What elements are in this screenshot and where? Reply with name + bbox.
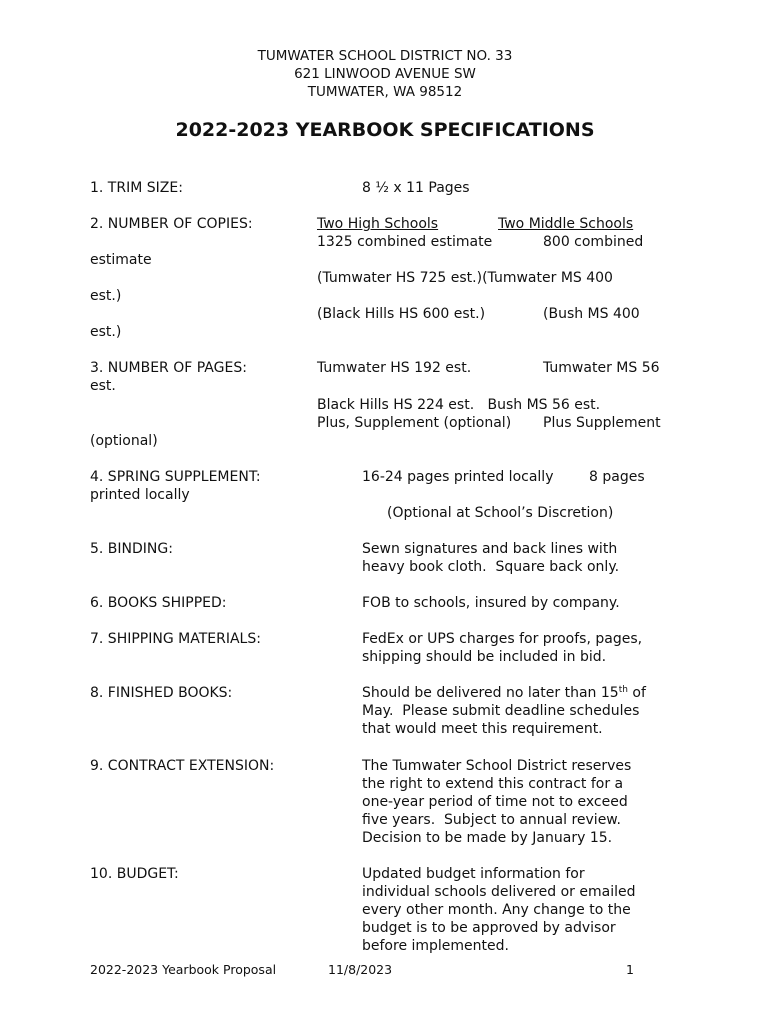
finished-books-line-1-text: Should be delivered no later than 15 bbox=[362, 685, 619, 701]
contract-extension-label: 9. CONTRACT EXTENSION: bbox=[90, 758, 275, 774]
footer-page-number: 1 bbox=[626, 962, 634, 977]
budget-line-3: every other month. Any change to the bbox=[362, 902, 631, 918]
supplement-wrap: printed locally bbox=[90, 487, 190, 503]
copies-bush: (Bush MS 400 bbox=[543, 306, 640, 322]
trim-size-value: 8 ½ x 11 Pages bbox=[362, 180, 470, 196]
shipped-label: 6. BOOKS SHIPPED: bbox=[90, 595, 227, 611]
supplement-note: (Optional at School’s Discretion) bbox=[387, 505, 614, 521]
budget-line-4: budget is to be approved by advisor bbox=[362, 920, 616, 936]
copies-wrap-2: est.) bbox=[90, 288, 122, 304]
budget-label: 10. BUDGET: bbox=[90, 866, 179, 882]
binding-line-2: heavy book cloth. Square back only. bbox=[362, 559, 620, 575]
finished-books-label: 8. FINISHED BOOKS: bbox=[90, 685, 233, 701]
copies-wrap-1: estimate bbox=[90, 252, 152, 268]
supplement-high: 16-24 pages printed locally bbox=[362, 469, 554, 485]
shipping-materials-label: 7. SHIPPING MATERIALS: bbox=[90, 631, 261, 647]
pages-supplement-high: Plus, Supplement (optional) bbox=[317, 415, 512, 431]
footer-date: 11/8/2023 bbox=[328, 962, 393, 977]
pages-label: 3. NUMBER OF PAGES: bbox=[90, 360, 247, 376]
finished-books-line-2: May. Please submit deadline schedules bbox=[362, 703, 640, 719]
contract-line-1: The Tumwater School District reserves bbox=[362, 758, 632, 774]
pages-tumwater-hs: Tumwater HS 192 est. bbox=[317, 360, 472, 376]
district-address: 621 LINWOOD AVENUE SW bbox=[294, 66, 476, 82]
shipping-materials-line-2: shipping should be included in bid. bbox=[362, 649, 607, 665]
district-city: TUMWATER, WA 98512 bbox=[307, 84, 463, 100]
pages-wrap-3: (optional) bbox=[90, 433, 158, 449]
middle-schools-heading: Two Middle Schools bbox=[498, 216, 634, 232]
pages-black-hills-bush: Black Hills HS 224 est. Bush MS 56 est. bbox=[317, 397, 601, 413]
high-schools-heading: Two High Schools bbox=[317, 216, 439, 232]
supplement-middle: 8 pages bbox=[589, 469, 645, 485]
copies-label: 2. NUMBER OF COPIES: bbox=[90, 216, 253, 232]
district-name: TUMWATER SCHOOL DISTRICT NO. 33 bbox=[257, 48, 513, 64]
finished-books-line-3: that would meet this requirement. bbox=[362, 721, 603, 737]
binding-label: 5. BINDING: bbox=[90, 541, 173, 557]
contract-line-4: five years. Subject to annual review. bbox=[362, 812, 621, 828]
contract-line-2: the right to extend this contract for a bbox=[362, 776, 624, 792]
supplement-label: 4. SPRING SUPPLEMENT: bbox=[90, 469, 261, 485]
budget-line-2: individual schools delivered or emailed bbox=[362, 884, 636, 900]
shipped-value: FOB to schools, insured by company. bbox=[362, 595, 620, 611]
copies-middle-combined: 800 combined bbox=[543, 234, 644, 250]
pages-supplement-middle: Plus Supplement bbox=[543, 415, 661, 431]
page-title: 2022-2023 YEARBOOK SPECIFICATIONS bbox=[175, 119, 595, 141]
budget-line-5: before implemented. bbox=[362, 938, 509, 954]
contract-line-5: Decision to be made by January 15. bbox=[362, 830, 613, 846]
copies-black-hills: (Black Hills HS 600 est.) bbox=[317, 306, 486, 322]
contract-line-3: one-year period of time not to exceed bbox=[362, 794, 628, 810]
footer-document-name: 2022-2023 Yearbook Proposal bbox=[90, 962, 277, 977]
ordinal-suffix: th bbox=[618, 685, 628, 695]
finished-books-line-1 bbox=[362, 684, 646, 702]
budget-line-1: Updated budget information for bbox=[362, 866, 585, 882]
binding-line-1: Sewn signatures and back lines with bbox=[362, 541, 618, 557]
shipping-materials-line-1: FedEx or UPS charges for proofs, pages, bbox=[362, 631, 643, 647]
copies-tumwater: (Tumwater HS 725 est.)(Tumwater MS 400 bbox=[317, 270, 613, 286]
pages-wrap-1: est. bbox=[90, 378, 116, 394]
pages-tumwater-ms: Tumwater MS 56 bbox=[543, 360, 660, 376]
copies-wrap-3: est.) bbox=[90, 324, 122, 340]
copies-high-combined: 1325 combined estimate bbox=[317, 234, 493, 250]
trim-size-label: 1. TRIM SIZE: bbox=[90, 180, 183, 196]
finished-books-line-1-end: of bbox=[627, 685, 646, 701]
